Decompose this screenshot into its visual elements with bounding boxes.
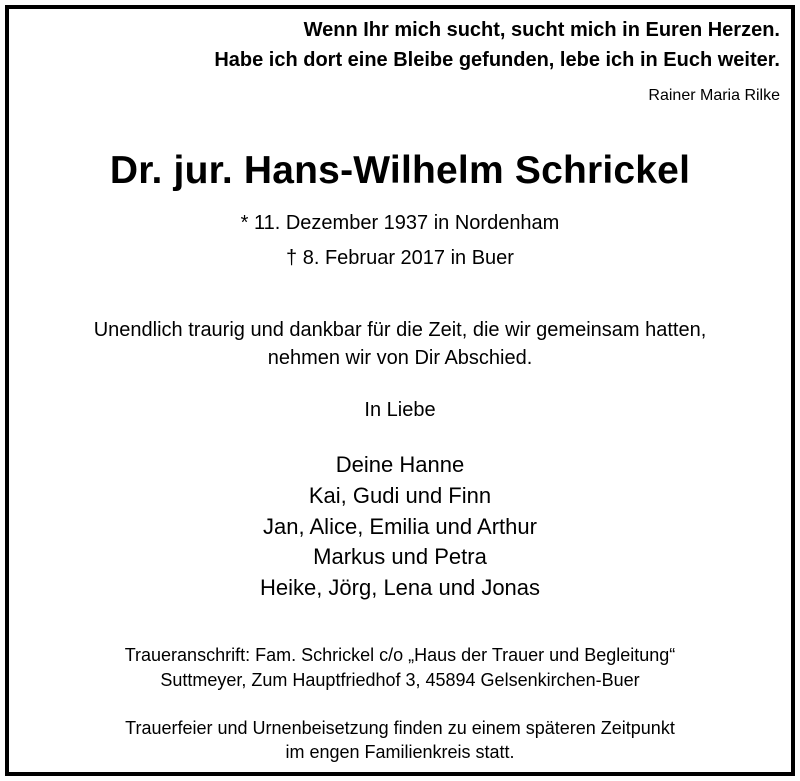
deceased-name: Dr. jur. Hans-Wilhelm Schrickel [109,149,691,192]
family-member: Heike, Jörg, Lena und Jonas [259,575,541,600]
death-date: † 8. Februar 2017 in Buer [286,247,514,269]
quote-line-2: Habe ich dort eine Bleibe gefunden, lebe ich in Euch weiter. [214,49,780,71]
ceremony-note-line-1: Trauerfeier und Urnenbeisetzung finden zu einem späteren Zeitpunkt [125,718,675,738]
quote-line-1: Wenn Ihr mich sucht, sucht mich in Euren Herzen. [303,19,780,41]
family-member: Kai, Gudi und Finn [308,483,492,508]
birth-date: * 11. Dezember 1937 in Nordenham [240,212,560,234]
farewell-message-line-2: nehmen wir von Dir Abschied. [267,347,533,369]
family-member: Markus und Petra [313,544,487,569]
family-member: Deine Hanne [335,452,465,477]
quote-author: Rainer Maria Rilke [648,87,780,104]
in-love-label: In Liebe [364,399,436,421]
farewell-message-line-1: Unendlich traurig und dankbar für die Zeit, die wir gemeinsam hatten, [93,319,707,341]
mourning-address-line-1: Traueranschrift: Fam. Schrickel c/o „Haus der Trauer und Begleitung“ [124,645,676,665]
family-member: Jan, Alice, Emilia und Arthur [263,514,537,539]
ceremony-note-line-2: im engen Familienkreis statt. [285,742,515,762]
mourning-address-line-2: Suttmeyer, Zum Hauptfriedhof 3, 45894 Gelsenkirchen-Buer [160,670,640,690]
